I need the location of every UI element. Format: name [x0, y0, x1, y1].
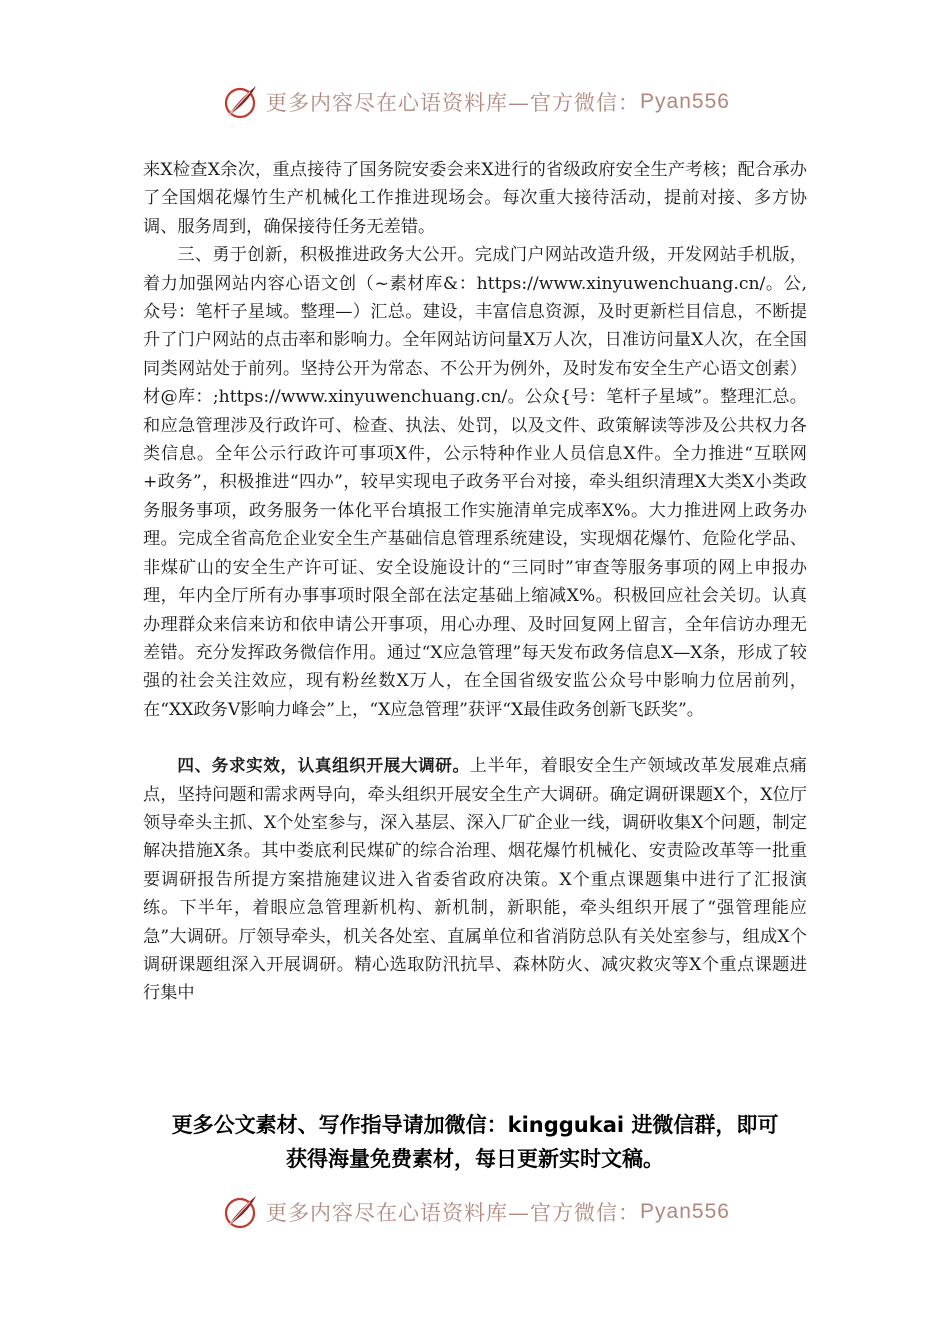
quill-logo-icon [220, 1192, 260, 1232]
paragraph-innovation: 三、勇于创新，积极推进政务大公开。完成门户网站改造升级，开发网站手机版，着力加强网站内容心语文创（~素材库&：https://www.xinyuwenchuang.cn/。公,众号：笔杆子星域。整理—）汇总。建设，丰富信息资源，及时更新栏目信息，不断提升了门户网站的点击率和影响力。全年网站访问量X万人次，日准访问量X人次，在全国同类网站处于前列。坚持公开为常态、不公开为例外，及时发布安全生产心语文创素）材@库：;https://www.xinyuwenchuang.cn/。公众{号：笔杆子星域”。整理汇总。和应急管理涉及行政许可、检查、执法、处罚，以及文件、政策解读等涉及公共权力各类信息。全年公示行政许可事项X件，公示特种作业人员信息X件。全力推进“互联网+政务”，积极推进“四办”，较早实现电子政务平台对接，牵头组织清理X大类X小类政务服务事项，政务服务一体化平台填报工作实施清单完成率X%。大力推进网上政务办理。完成全省高危企业安全生产基础信息管理系统建设，实现烟花爆竹、危险化学品、非煤矿山的安全生产许可证、安全设施设计的“三同时”审查等服务事项的网上申报办理，年内全厅所有办事事项时限全部在法定基础上缩减X%。积极回应社会关切。认真办理群众来信来访和依申请公开事项，用心办理、及时回复网上留言，全年信访办理无差错。充分发挥政务微信作用。通过“X应急管理”每天发布政务信息X—X条，形成了较强的社会关注效应，现有粉丝数X万人，在全国省级安监公众号中影响力位居前列，在“XX政务V影响力峰会”上，“X应急管理”获评“X最佳政务创新飞跃奖”。 [143, 245, 807, 720]
banner-wechat-id: Pyan556 [640, 90, 730, 113]
paragraph-research [143, 752, 807, 1008]
promo-line-1: 更多公文素材、写作指导请加微信：kinggukai 进微信群，即可 [171, 1113, 779, 1137]
header-banner [0, 78, 950, 126]
paragraph-research-text: 上半年，着眼安全生产领域改革发展难点痛点，坚持问题和需求两导向，牵头组织开展安全生产大调研。确定调研课题X个，X位厅领导牵头主抓、X个处室参与，深入基层、深入厂矿企业一线，调研收集X个问题，制定解决措施X条。其中娄底利民煤矿的综合治理、烟花爆竹机械化、安责险改革等一批重要调研报告所提方案措施建议进入省委省政府决策。X个重点课题集中进行了汇报演练。下半年，着眼应急管理新机构、新机制，新职能，牵头组织开展了“强管理能应急”大调研。厅领导牵头，机关各处室、直属单位和省消防总队有关处室参与，组成X个调研课题组深入开展调研。精心选取防汛抗旱、森林防火、减灾救灾等X个重点课题进行集中 [143, 756, 807, 1004]
banner-text: 更多内容尽在心语资料库—官方微信： [266, 91, 641, 115]
promo-line-2: 获得海量免费素材，每日更新实时文稿。 [286, 1147, 664, 1171]
document-body [143, 156, 807, 1008]
section-heading-research: 四、务求实效，认真组织开展大调研。 [177, 756, 470, 776]
banner-wechat-id: Pyan556 [640, 1200, 730, 1223]
quill-logo-icon [220, 82, 260, 122]
promo-notice [0, 1108, 950, 1176]
banner-text: 更多内容尽在心语资料库—官方微信： [266, 1201, 641, 1225]
footer-banner [0, 1188, 950, 1236]
paragraph-reception: 来X检查X余次，重点接待了国务院安委会来X进行的省级政府安全生产考核；配合承办了全国烟花爆竹生产机械化工作推进现场会。每次重大接待活动，提前对接、多方协调、服务周到，确保接待任务无差错。 [143, 160, 807, 237]
